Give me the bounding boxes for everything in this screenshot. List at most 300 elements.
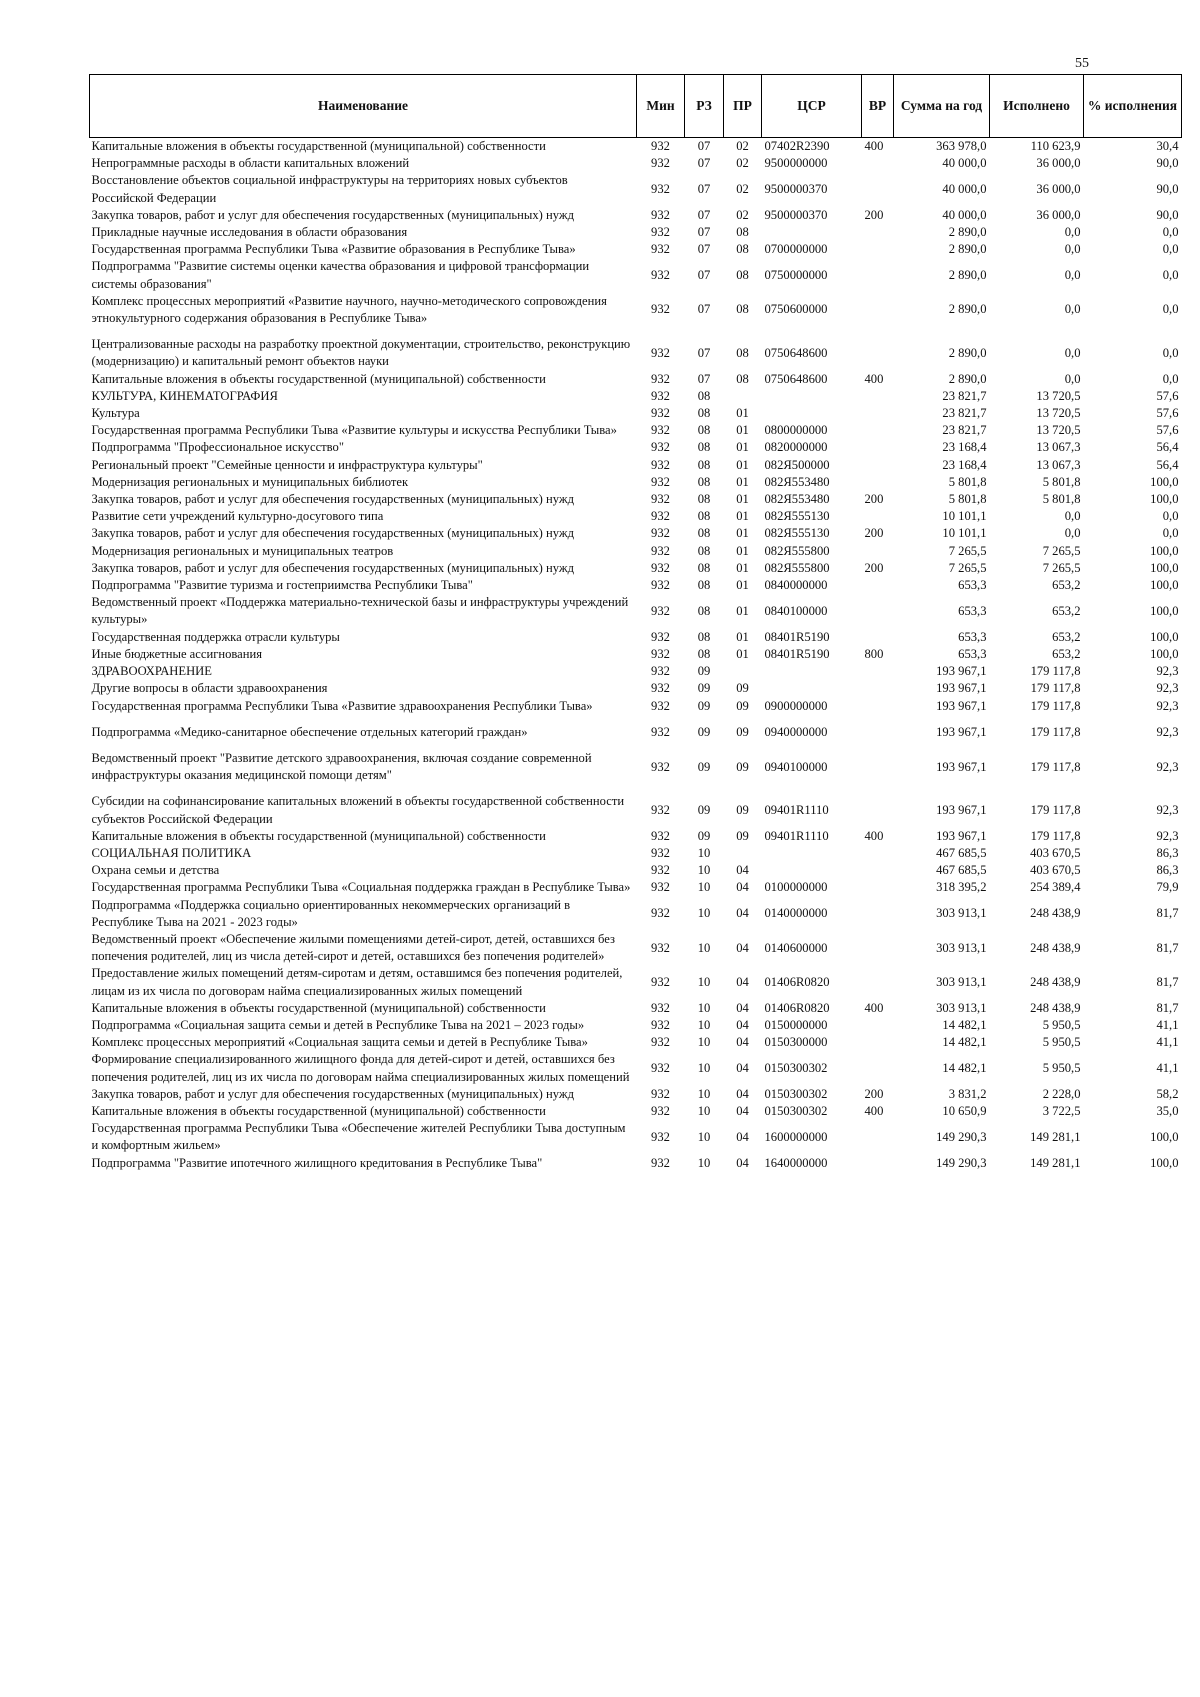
cell-rz: 08 bbox=[697, 578, 711, 593]
cell-pct: 56,4 bbox=[1156, 457, 1179, 472]
cell-name: Модернизация региональных и муниципальных театров bbox=[91, 543, 394, 558]
cell-name: Комплекс процессных мероприятий «Развитие научного, научно-методического сопровождения этнокультурного содержания образования в Республике Тыва» bbox=[91, 293, 607, 326]
cell-pct: 57,6 bbox=[1156, 406, 1179, 421]
cell-csr: 0940000000 bbox=[764, 724, 828, 739]
cell-csr: 082Я555130 bbox=[764, 509, 830, 524]
cell-csr: 01406R0820 bbox=[764, 974, 830, 989]
cell-rz: 10 bbox=[697, 1129, 711, 1144]
cell-done: 0,0 bbox=[1064, 242, 1081, 257]
cell-pr: 04 bbox=[736, 1129, 749, 1144]
cell-sum: 653,3 bbox=[958, 603, 987, 618]
cell-min: 932 bbox=[651, 698, 670, 713]
cell-vr bbox=[862, 336, 894, 370]
table-row bbox=[90, 724, 1182, 750]
cell-csr: 0150300000 bbox=[764, 1035, 828, 1050]
cell-sum: 303 913,1 bbox=[936, 906, 987, 921]
cell-pr: 01 bbox=[736, 526, 749, 541]
cell-min: 932 bbox=[651, 603, 670, 618]
cell-pr: 04 bbox=[736, 906, 749, 921]
cell-pr: 01 bbox=[736, 603, 749, 618]
cell-pct: 41,1 bbox=[1156, 1017, 1179, 1032]
cell-min: 932 bbox=[651, 371, 670, 386]
cell-rz: 08 bbox=[697, 423, 711, 438]
cell-pct: 92,3 bbox=[1156, 802, 1179, 817]
cell-pr: 04 bbox=[736, 1103, 749, 1118]
header-csr: ЦСР bbox=[762, 75, 862, 138]
cell-csr: 0100000000 bbox=[764, 880, 828, 895]
cell-min: 932 bbox=[651, 268, 670, 283]
cell-name: Ведомственный проект «Обеспечение жилыми помещениями детей-сирот, детей, оставшихся без попечения родителей, лиц из числа детей-сирот и детей, оставшихся без попечения родителей» bbox=[91, 931, 615, 964]
cell-name: Подпрограмма «Поддержка социально ориентированных некоммерческих организаций в Республике Тыва на 2021 - 2023 годы» bbox=[91, 897, 571, 929]
cell-vr: 400 bbox=[864, 1103, 884, 1118]
cell-min: 932 bbox=[651, 880, 670, 895]
cell-csr: 0140000000 bbox=[764, 906, 828, 921]
cell-name: ЗДРАВООХРАНЕНИЕ bbox=[91, 664, 212, 679]
cell-pct: 81,7 bbox=[1156, 940, 1179, 955]
cell-vr bbox=[862, 293, 894, 336]
cell-pr: 04 bbox=[736, 1000, 749, 1015]
cell-name: Формирование специализированного жилищного фонда для детей-сирот и детей, оставшихся без попечения родителей, лиц из их числа по договорам найма специализированных жилых помещений bbox=[91, 1052, 630, 1084]
cell-pct: 90,0 bbox=[1156, 156, 1179, 171]
cell-done: 653,2 bbox=[1052, 646, 1081, 661]
cell-csr: 082Я555800 bbox=[764, 543, 830, 558]
cell-vr bbox=[862, 793, 894, 827]
cell-pct: 92,3 bbox=[1156, 828, 1179, 843]
cell-pr: 09 bbox=[736, 724, 749, 739]
cell-sum: 193 967,1 bbox=[936, 664, 987, 679]
cell-csr: 082Я555130 bbox=[764, 526, 830, 541]
cell-vr bbox=[862, 698, 894, 724]
cell-sum: 193 967,1 bbox=[936, 759, 987, 774]
cell-vr bbox=[862, 1051, 894, 1085]
table-row bbox=[90, 491, 1182, 508]
cell-min: 932 bbox=[651, 906, 670, 921]
cell-pct: 100,0 bbox=[1150, 492, 1179, 507]
header-rz: РЗ bbox=[685, 75, 724, 138]
cell-csr: 0840000000 bbox=[764, 578, 828, 593]
cell-min: 932 bbox=[651, 182, 670, 196]
cell-pct: 35,0 bbox=[1156, 1103, 1179, 1118]
cell-pr: 04 bbox=[736, 1035, 749, 1050]
cell-vr bbox=[862, 897, 894, 931]
cell-done: 403 670,5 bbox=[1030, 863, 1081, 878]
cell-pct: 57,6 bbox=[1156, 388, 1179, 403]
cell-done: 653,2 bbox=[1052, 603, 1081, 618]
cell-name: Предоставление жилых помещений детям-сиротам и детям, оставшимся без попечения родителей, лицам из их числа по договорам найма специализированных жилых помещений bbox=[91, 966, 623, 998]
cell-name: Прикладные научные исследования в области образования bbox=[91, 225, 408, 240]
cell-done: 3 722,5 bbox=[1042, 1103, 1081, 1118]
table-row bbox=[90, 1120, 1182, 1154]
cell-min: 932 bbox=[651, 1000, 670, 1015]
cell-min: 932 bbox=[651, 560, 670, 575]
cell-name: СОЦИАЛЬНАЯ ПОЛИТИКА bbox=[91, 845, 252, 860]
cell-name: Капитальные вложения в объекты государственной (муниципальной) собственности bbox=[91, 1000, 546, 1015]
cell-vr: 200 bbox=[864, 560, 884, 575]
cell-vr bbox=[862, 594, 894, 628]
table-row bbox=[90, 293, 1182, 336]
cell-pr: 01 bbox=[736, 578, 749, 593]
cell-name: Подпрограмма «Социальная защита семьи и детей в Республике Тыва на 2021 – 2023 годы» bbox=[91, 1017, 585, 1032]
table-row bbox=[90, 1155, 1182, 1172]
cell-rz: 08 bbox=[697, 509, 711, 524]
cell-done: 653,2 bbox=[1052, 578, 1081, 593]
cell-min: 932 bbox=[651, 457, 670, 472]
table-row bbox=[90, 680, 1182, 697]
cell-pr: 04 bbox=[736, 1060, 749, 1075]
header-pr: ПР bbox=[724, 75, 762, 138]
cell-csr: 082Я500000 bbox=[764, 457, 830, 472]
cell-name: Капитальные вложения в объекты государственной (муниципальной) собственности bbox=[91, 371, 546, 386]
cell-csr: 08401R5190 bbox=[764, 629, 830, 644]
cell-vr bbox=[862, 750, 894, 793]
cell-done: 0,0 bbox=[1064, 268, 1081, 283]
table-row bbox=[90, 793, 1182, 827]
cell-csr: 0750600000 bbox=[764, 302, 828, 317]
cell-pr: 08 bbox=[736, 242, 749, 257]
cell-min: 932 bbox=[651, 423, 670, 438]
cell-name: Ведомственный проект «Поддержка материально-технической базы и инфраструктуры учреждений культуры» bbox=[91, 595, 629, 627]
cell-name: Региональный проект "Семейные ценности и инфраструктура культуры" bbox=[91, 457, 483, 472]
cell-done: 179 117,8 bbox=[1030, 698, 1081, 713]
cell-vr: 400 bbox=[864, 139, 884, 153]
cell-pct: 30,4 bbox=[1156, 139, 1179, 153]
cell-vr bbox=[862, 931, 894, 965]
cell-done: 179 117,8 bbox=[1030, 828, 1081, 843]
cell-pr: 08 bbox=[736, 268, 749, 283]
cell-done: 110 623,9 bbox=[1030, 139, 1081, 153]
cell-csr: 1600000000 bbox=[764, 1129, 828, 1144]
cell-vr bbox=[862, 543, 894, 560]
cell-done: 5 950,5 bbox=[1042, 1035, 1081, 1050]
table-row bbox=[90, 750, 1182, 793]
cell-vr bbox=[862, 241, 894, 258]
cell-pct: 100,0 bbox=[1150, 560, 1179, 575]
cell-name: Иные бюджетные ассигнования bbox=[91, 646, 263, 661]
cell-sum: 653,3 bbox=[958, 646, 987, 661]
cell-sum: 2 890,0 bbox=[948, 345, 987, 360]
cell-pr bbox=[724, 845, 762, 862]
cell-pr: 04 bbox=[736, 1155, 749, 1170]
cell-sum: 23 168,4 bbox=[942, 440, 987, 455]
cell-name: Охрана семьи и детства bbox=[91, 863, 220, 878]
table-row bbox=[90, 1017, 1182, 1034]
cell-rz: 07 bbox=[697, 268, 711, 283]
cell-done: 5 950,5 bbox=[1042, 1060, 1081, 1075]
cell-rz: 08 bbox=[697, 388, 711, 403]
table-body bbox=[90, 138, 1182, 1172]
cell-rz: 07 bbox=[697, 345, 711, 360]
header-name: Наименование bbox=[90, 75, 637, 138]
cell-rz: 10 bbox=[697, 863, 711, 878]
cell-done: 653,2 bbox=[1052, 629, 1081, 644]
cell-done: 0,0 bbox=[1064, 225, 1081, 240]
table-row bbox=[90, 1000, 1182, 1017]
cell-name: Государственная программа Республики Тыва «Социальная поддержка граждан в Республике Тыва» bbox=[91, 880, 631, 895]
header-min: Мин bbox=[637, 75, 685, 138]
cell-csr: 9500000000 bbox=[764, 156, 828, 171]
table-row bbox=[90, 1051, 1182, 1085]
cell-min: 932 bbox=[651, 845, 670, 860]
cell-min: 932 bbox=[651, 406, 670, 421]
cell-vr: 200 bbox=[864, 207, 884, 222]
cell-pct: 92,3 bbox=[1156, 724, 1179, 739]
cell-vr: 400 bbox=[864, 828, 884, 843]
cell-min: 932 bbox=[651, 940, 670, 955]
cell-vr bbox=[862, 508, 894, 525]
cell-name: КУЛЬТУРА, КИНЕМАТОГРАФИЯ bbox=[91, 388, 278, 403]
cell-done: 254 389,4 bbox=[1030, 880, 1081, 895]
cell-pct: 81,7 bbox=[1156, 974, 1179, 989]
cell-rz: 10 bbox=[697, 1103, 711, 1118]
cell-pr: 01 bbox=[736, 423, 749, 438]
cell-rz: 08 bbox=[697, 406, 711, 421]
cell-pct: 92,3 bbox=[1156, 681, 1179, 696]
cell-name: Комплекс процессных мероприятий «Социальная защита семьи и детей в Республике Тыва» bbox=[91, 1035, 588, 1050]
cell-rz: 10 bbox=[697, 880, 711, 895]
cell-vr bbox=[862, 388, 894, 405]
cell-pr: 02 bbox=[736, 182, 749, 196]
cell-rz: 08 bbox=[697, 474, 711, 489]
cell-vr: 400 bbox=[864, 1000, 884, 1015]
cell-min: 932 bbox=[651, 863, 670, 878]
table-row bbox=[90, 879, 1182, 896]
cell-min: 932 bbox=[651, 664, 670, 679]
cell-pr: 01 bbox=[736, 492, 749, 507]
cell-sum: 193 967,1 bbox=[936, 698, 987, 713]
cell-vr bbox=[862, 1017, 894, 1034]
cell-vr bbox=[862, 155, 894, 172]
cell-name: Модернизация региональных и муниципальных библиотек bbox=[91, 474, 409, 489]
cell-min: 932 bbox=[651, 1086, 670, 1101]
cell-vr bbox=[862, 224, 894, 241]
cell-csr: 08401R5190 bbox=[764, 646, 830, 661]
cell-csr bbox=[762, 388, 862, 405]
cell-pr: 08 bbox=[736, 225, 749, 240]
cell-pr: 02 bbox=[736, 139, 749, 153]
cell-csr: 0750000000 bbox=[764, 268, 828, 283]
cell-sum: 467 685,5 bbox=[936, 863, 987, 878]
cell-vr bbox=[862, 1155, 894, 1172]
cell-done: 149 281,1 bbox=[1030, 1129, 1081, 1144]
cell-vr bbox=[862, 1034, 894, 1051]
cell-min: 932 bbox=[651, 345, 670, 360]
header-done: Исполнено bbox=[990, 75, 1084, 138]
cell-min: 932 bbox=[651, 474, 670, 489]
table-row bbox=[90, 336, 1182, 370]
cell-rz: 08 bbox=[697, 560, 711, 575]
cell-rz: 07 bbox=[697, 302, 711, 317]
cell-sum: 14 482,1 bbox=[942, 1035, 987, 1050]
cell-name: Непрограммные расходы в области капитальных вложений bbox=[91, 156, 410, 171]
cell-name: Государственная поддержка отрасли культуры bbox=[91, 629, 340, 644]
cell-vr bbox=[862, 680, 894, 697]
cell-pr: 01 bbox=[736, 474, 749, 489]
table-row bbox=[90, 594, 1182, 628]
table-row bbox=[90, 845, 1182, 862]
cell-min: 932 bbox=[651, 1155, 670, 1170]
cell-min: 932 bbox=[651, 302, 670, 317]
cell-rz: 08 bbox=[697, 543, 711, 558]
cell-pct: 92,3 bbox=[1156, 698, 1179, 713]
cell-pr: 08 bbox=[736, 302, 749, 317]
cell-pct: 86,3 bbox=[1156, 863, 1179, 878]
cell-rz: 09 bbox=[697, 664, 711, 679]
cell-rz: 10 bbox=[697, 1086, 711, 1101]
cell-pct: 81,7 bbox=[1156, 906, 1179, 921]
cell-vr bbox=[862, 663, 894, 680]
cell-sum: 2 890,0 bbox=[948, 371, 987, 386]
cell-min: 932 bbox=[651, 1017, 670, 1032]
cell-rz: 07 bbox=[697, 207, 711, 222]
cell-rz: 09 bbox=[697, 759, 711, 774]
cell-sum: 23 168,4 bbox=[942, 457, 987, 472]
cell-done: 248 438,9 bbox=[1030, 974, 1081, 989]
cell-vr bbox=[862, 845, 894, 862]
cell-vr bbox=[862, 879, 894, 896]
cell-vr: 200 bbox=[864, 1086, 884, 1101]
cell-vr bbox=[862, 439, 894, 456]
page-number: 55 bbox=[1075, 56, 1089, 71]
cell-vr bbox=[862, 422, 894, 439]
cell-vr bbox=[862, 172, 894, 206]
cell-rz: 09 bbox=[697, 828, 711, 843]
cell-pr: 04 bbox=[736, 1086, 749, 1101]
cell-pct: 100,0 bbox=[1150, 646, 1179, 661]
cell-done: 179 117,8 bbox=[1030, 759, 1081, 774]
cell-vr: 400 bbox=[864, 371, 884, 386]
cell-rz: 08 bbox=[697, 646, 711, 661]
cell-done: 0,0 bbox=[1064, 345, 1081, 360]
table-row bbox=[90, 207, 1182, 224]
cell-pr: 08 bbox=[736, 371, 749, 386]
cell-done: 179 117,8 bbox=[1030, 802, 1081, 817]
cell-sum: 5 801,8 bbox=[948, 492, 987, 507]
cell-sum: 303 913,1 bbox=[936, 974, 987, 989]
table-row bbox=[90, 224, 1182, 241]
cell-done: 0,0 bbox=[1064, 302, 1081, 317]
table-row bbox=[90, 388, 1182, 405]
cell-pct: 100,0 bbox=[1150, 543, 1179, 558]
cell-pr: 01 bbox=[736, 440, 749, 455]
cell-csr: 09401R1110 bbox=[764, 828, 829, 843]
cell-csr: 07402R2390 bbox=[764, 139, 830, 153]
table-row bbox=[90, 646, 1182, 663]
cell-sum: 193 967,1 bbox=[936, 802, 987, 817]
cell-min: 932 bbox=[651, 156, 670, 171]
cell-name: Капитальные вложения в объекты государственной (муниципальной) собственности bbox=[91, 828, 546, 843]
cell-pct: 0,0 bbox=[1162, 268, 1179, 283]
cell-done: 5 801,8 bbox=[1042, 492, 1081, 507]
cell-min: 932 bbox=[651, 646, 670, 661]
cell-name: Закупка товаров, работ и услуг для обеспечения государственных (муниципальных) нужд bbox=[91, 207, 574, 222]
cell-done: 7 265,5 bbox=[1042, 543, 1081, 558]
cell-sum: 40 000,0 bbox=[942, 156, 987, 171]
cell-done: 13 720,5 bbox=[1036, 388, 1081, 403]
cell-done: 149 281,1 bbox=[1030, 1155, 1081, 1170]
cell-csr bbox=[762, 405, 862, 422]
cell-rz: 09 bbox=[697, 724, 711, 739]
cell-min: 932 bbox=[651, 759, 670, 774]
cell-min: 932 bbox=[651, 242, 670, 257]
cell-pr: 09 bbox=[736, 698, 749, 713]
cell-pr: 09 bbox=[736, 828, 749, 843]
cell-sum: 318 395,2 bbox=[936, 880, 987, 895]
cell-rz: 08 bbox=[697, 457, 711, 472]
cell-csr: 082Я555800 bbox=[764, 560, 830, 575]
cell-min: 932 bbox=[651, 388, 670, 403]
cell-sum: 193 967,1 bbox=[936, 828, 987, 843]
cell-pct: 92,3 bbox=[1156, 759, 1179, 774]
cell-name: Подпрограмма "Развитие системы оценки качества образования и цифровой трансформации системы образования" bbox=[91, 259, 590, 291]
cell-pr: 01 bbox=[736, 406, 749, 421]
cell-pct: 0,0 bbox=[1162, 526, 1179, 541]
cell-done: 248 438,9 bbox=[1030, 940, 1081, 955]
cell-pr bbox=[724, 388, 762, 405]
cell-name: Развитие сети учреждений культурно-досугового типа bbox=[91, 509, 384, 524]
table-header bbox=[90, 75, 1182, 138]
table-row bbox=[90, 138, 1182, 156]
cell-rz: 10 bbox=[697, 1060, 711, 1075]
table-row bbox=[90, 698, 1182, 724]
cell-min: 932 bbox=[651, 974, 670, 989]
cell-done: 5 950,5 bbox=[1042, 1017, 1081, 1032]
cell-csr: 0150300302 bbox=[764, 1060, 828, 1075]
cell-name: Подпрограмма "Развитие туризма и гостеприимства Республики Тыва" bbox=[91, 578, 473, 593]
cell-done: 36 000,0 bbox=[1036, 156, 1081, 171]
cell-done: 0,0 bbox=[1064, 371, 1081, 386]
cell-pr: 01 bbox=[736, 509, 749, 524]
table-row bbox=[90, 543, 1182, 560]
cell-rz: 08 bbox=[697, 629, 711, 644]
cell-vr bbox=[862, 724, 894, 750]
cell-csr: 09401R1110 bbox=[764, 802, 829, 817]
cell-min: 932 bbox=[651, 1103, 670, 1118]
cell-min: 932 bbox=[651, 1129, 670, 1144]
cell-rz: 07 bbox=[697, 182, 711, 196]
cell-name: Капитальные вложения в объекты государственной (муниципальной) собственности bbox=[91, 1103, 546, 1118]
cell-sum: 14 482,1 bbox=[942, 1060, 987, 1075]
cell-vr bbox=[862, 577, 894, 594]
cell-name: Подпрограмма «Медико-санитарное обеспечение отдельных категорий граждан» bbox=[91, 724, 528, 739]
cell-pct: 0,0 bbox=[1162, 242, 1179, 257]
table-row bbox=[90, 405, 1182, 422]
cell-rz: 10 bbox=[697, 1155, 711, 1170]
cell-csr: 0150300302 bbox=[764, 1086, 828, 1101]
cell-pr: 09 bbox=[736, 759, 749, 774]
table-row bbox=[90, 172, 1182, 206]
cell-min: 932 bbox=[651, 225, 670, 240]
table-row bbox=[90, 457, 1182, 474]
cell-pct: 86,3 bbox=[1156, 845, 1179, 860]
table-row bbox=[90, 1103, 1182, 1120]
cell-pr: 01 bbox=[736, 646, 749, 661]
cell-rz: 10 bbox=[697, 1017, 711, 1032]
cell-csr: 082Я553480 bbox=[764, 492, 830, 507]
cell-pr: 09 bbox=[736, 681, 749, 696]
cell-pr: 02 bbox=[736, 207, 749, 222]
cell-name: Закупка товаров, работ и услуг для обеспечения государственных (муниципальных) нужд bbox=[91, 492, 574, 507]
cell-sum: 10 101,1 bbox=[942, 526, 987, 541]
cell-sum: 363 978,0 bbox=[936, 139, 987, 153]
cell-csr bbox=[762, 845, 862, 862]
cell-rz: 08 bbox=[697, 526, 711, 541]
cell-pr: 04 bbox=[736, 940, 749, 955]
cell-vr bbox=[862, 629, 894, 646]
cell-sum: 23 821,7 bbox=[942, 423, 987, 438]
cell-pct: 0,0 bbox=[1162, 509, 1179, 524]
cell-csr: 9500000370 bbox=[764, 182, 828, 196]
cell-name: Государственная программа Республики Тыва «Развитие культуры и искусства Республики Тыва» bbox=[91, 423, 617, 438]
